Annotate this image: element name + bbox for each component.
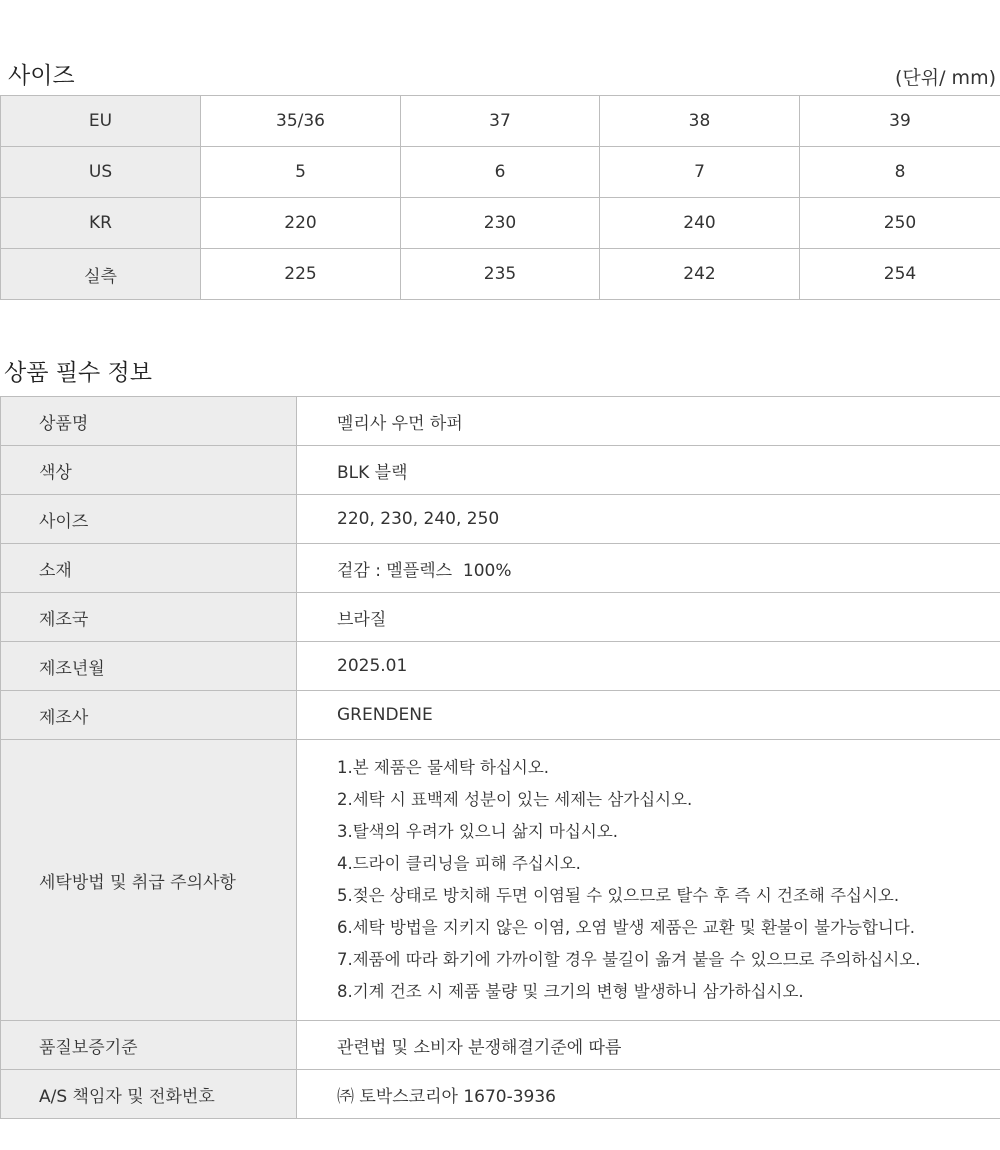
care-item: 8.기계 건조 시 제품 불량 및 크기의 변형 발생하니 삼가하십시오.: [337, 982, 804, 1001]
info-label: A/S 책임자 및 전화번호: [1, 1070, 297, 1119]
info-row-size: [1, 495, 1000, 544]
size-cell: 235: [401, 249, 600, 300]
info-row-as: [1, 1070, 1000, 1119]
size-cell: 220: [201, 198, 401, 249]
info-value: BLK 블랙: [297, 446, 1000, 495]
size-cell: 35/36: [201, 96, 401, 147]
info-value: 겉감 : 멜플렉스 100%: [297, 544, 1000, 593]
info-row-material: [1, 544, 1000, 593]
size-cell: 5: [201, 147, 401, 198]
info-label: 세탁방법 및 취급 주의사항: [1, 740, 297, 1021]
size-row-eu: [1, 96, 1000, 147]
product-info-table: [0, 396, 1000, 1119]
info-label: 제조사: [1, 691, 297, 740]
care-item: 5.젖은 상태로 방치해 두면 이염될 수 있으므로 탈수 후 즉 시 건조해 주십시오.: [337, 886, 900, 905]
care-item: 2.세탁 시 표백제 성분이 있는 세제는 삼가십시오.: [337, 790, 693, 809]
care-item: 4.드라이 클리닝을 피해 주십시오.: [337, 854, 581, 873]
size-row-label: EU: [1, 96, 201, 147]
size-cell: 37: [401, 96, 600, 147]
size-row-label: 실측: [1, 249, 201, 300]
info-value: 멜리사 우먼 하퍼: [297, 397, 1000, 446]
info-value: 관련법 및 소비자 분쟁해결기준에 따름: [297, 1021, 1000, 1070]
info-row-name: [1, 397, 1000, 446]
size-row-kr: [1, 198, 1000, 249]
info-value: 브라질: [297, 593, 1000, 642]
info-row-manufacturer: [1, 691, 1000, 740]
info-label: 품질보증기준: [1, 1021, 297, 1070]
size-cell: 240: [600, 198, 800, 249]
info-row-care: [1, 740, 1000, 1021]
info-row-country: [1, 593, 1000, 642]
size-cell: 6: [401, 147, 600, 198]
info-label: 제조국: [1, 593, 297, 642]
info-label: 사이즈: [1, 495, 297, 544]
size-cell: 38: [600, 96, 800, 147]
info-row-quality: [1, 1021, 1000, 1070]
size-cell: 242: [600, 249, 800, 300]
care-item: 6.세탁 방법을 지키지 않은 이염, 오염 발생 제품은 교환 및 환불이 불가능합니다.: [337, 918, 916, 937]
info-value: ㈜ 토박스코리아 1670-3936: [297, 1070, 1000, 1119]
care-list: [337, 752, 1000, 1008]
info-row-color: [1, 446, 1000, 495]
size-unit-label: (단위/ mm): [895, 67, 996, 89]
size-row-label: KR: [1, 198, 201, 249]
info-section-header: [0, 355, 1000, 387]
size-table: [0, 95, 1000, 300]
care-item: 7.제품에 따라 화기에 가까이할 경우 불길이 옮겨 붙을 수 있으므로 주의하십시오.: [337, 950, 921, 969]
size-cell: 225: [201, 249, 401, 300]
size-cell: 8: [800, 147, 1000, 198]
care-item: 1.본 제품은 물세탁 하십시오.: [337, 758, 550, 777]
size-row-label: US: [1, 147, 201, 198]
size-section-title: 사이즈: [8, 63, 75, 89]
info-label: 색상: [1, 446, 297, 495]
size-cell: 250: [800, 198, 1000, 249]
info-label: 소재: [1, 544, 297, 593]
info-label: 상품명: [1, 397, 297, 446]
size-cell: 7: [600, 147, 800, 198]
info-value: GRENDENE: [297, 691, 1000, 740]
info-row-date: [1, 642, 1000, 691]
size-row-actual: [1, 249, 1000, 300]
care-item: 3.탈색의 우려가 있으니 삶지 마십시오.: [337, 822, 619, 841]
size-row-us: [1, 147, 1000, 198]
size-cell: 254: [800, 249, 1000, 300]
info-section-title: 상품 필수 정보: [4, 360, 152, 386]
size-cell: 230: [401, 198, 600, 249]
size-cell: 39: [800, 96, 1000, 147]
size-section-header: [0, 58, 1000, 90]
info-value: 2025.01: [297, 642, 1000, 691]
info-label: 제조년월: [1, 642, 297, 691]
care-instructions: [297, 740, 1000, 1021]
info-value: 220, 230, 240, 250: [297, 495, 1000, 544]
